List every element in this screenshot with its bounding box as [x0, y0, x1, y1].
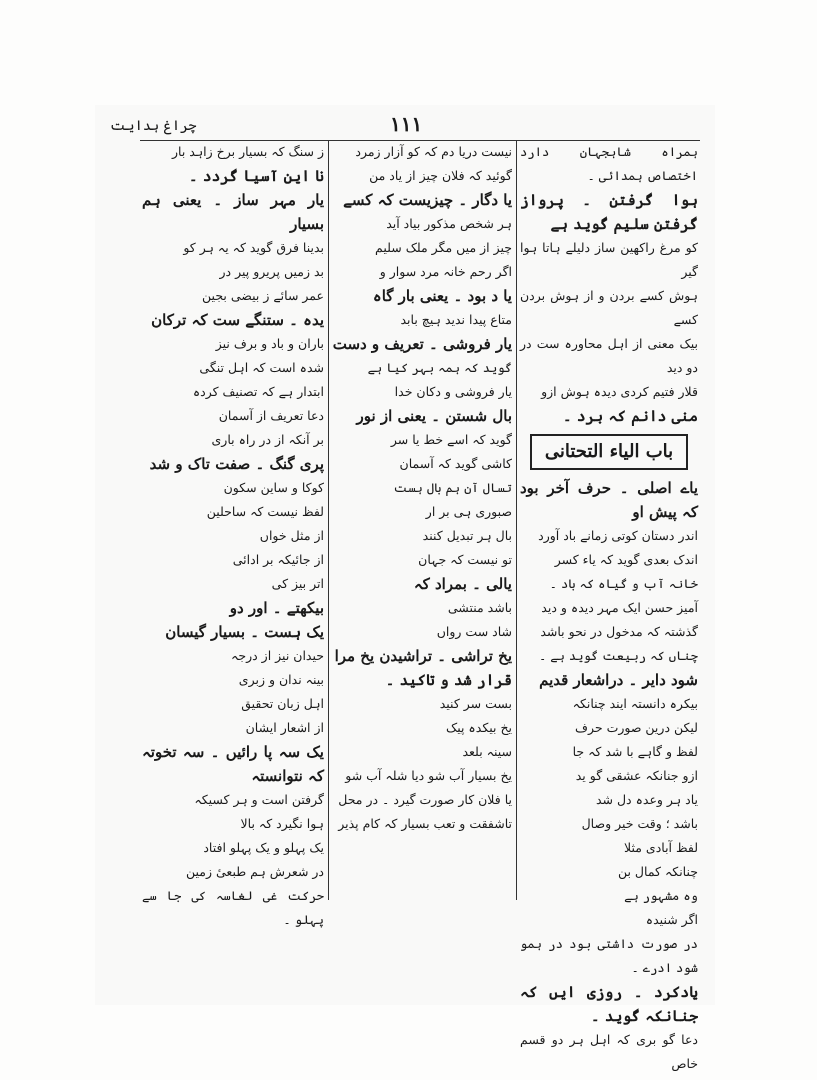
text-line: گوید کہ اسے خط یا سر	[390, 432, 512, 447]
text-line: بد زمیں پریرو پیر در	[219, 264, 324, 279]
text-line: یار مہر ساز ۔ یعنی ہم بسیار	[142, 191, 324, 233]
text-line: یا فلان کار صورت گیرد ۔ در محل	[338, 792, 512, 807]
column-left	[142, 140, 324, 927]
text-line: اتر بیز کی	[271, 576, 324, 591]
text-line: اندک بعدی گوید کہ یاء کسر	[554, 552, 698, 567]
text-line: یاد ہر وعدہ دل شد	[595, 792, 698, 807]
text-line: بدینا فرق گوید کہ یہ ہر کو	[183, 240, 324, 255]
text-line: بر آنکہ از در راہ باری	[211, 432, 324, 447]
text-line: بست سر کنید	[439, 696, 512, 711]
page-header	[110, 112, 700, 142]
text-line: ہر شخص مذکور بیاد آید	[386, 216, 512, 231]
text-line: قرار شد و تاکید ۔	[385, 671, 512, 689]
text-line: از اشعار ایشان	[245, 720, 324, 735]
text-line: چیز از میں مگر ملک سلیم	[375, 240, 512, 255]
text-line: تاشفقت و تعب بسیار کہ کام پذیر	[338, 816, 512, 831]
chapter-title: باب الیاء التحتانی	[530, 434, 688, 470]
column-middle	[332, 140, 512, 900]
text-line: یار فروشی و دکان خدا	[394, 384, 512, 399]
text-line: لیکن درین صورت حرف	[575, 720, 698, 735]
text-line: یک ہست ۔ بسیار گیسان	[165, 623, 324, 641]
text-line: باران و باد و برف نیز	[215, 336, 324, 351]
text-line: بینہ ندان و زبری	[238, 672, 324, 687]
text-line: شدہ است کہ اہل تنگی	[199, 360, 324, 375]
running-head: چراغ ہدایت	[110, 118, 197, 134]
text-line: یاے اصلی ۔ حرف آخر بود کہ پیش او	[520, 479, 698, 521]
text-line: پری گنگ ۔ صفت تاک و شد	[149, 455, 324, 473]
text-line: چنانکہ کمال بن	[617, 864, 698, 879]
column-divider-left	[328, 140, 329, 900]
text-line: شاد ست رواں	[436, 624, 512, 639]
text-line: اہل زبان تحقیق	[241, 696, 324, 711]
text-line: یالی ۔ بمراد کہ	[413, 575, 512, 593]
text-line: منی دانم کہ برد ۔	[562, 407, 698, 425]
text-line: وہ مشہور ہے	[624, 888, 698, 903]
text-line: نا این آسیا گردد ۔	[188, 167, 324, 185]
text-line: اگر رحم خانہ مرد سوار و	[379, 264, 512, 279]
text-line: تسال آن ہم بال ہست	[393, 480, 512, 495]
text-line: بال ہر تبدیل کنند	[422, 528, 512, 543]
text-line: یا دگار ۔ چیزیست کہ کسے	[343, 191, 512, 209]
text-line: گذشتہ کہ مدخول در نحو باشد	[540, 624, 698, 639]
text-line: گوید کہ ہمہ بہر کیا ہے	[367, 360, 512, 375]
text-line: بال شستن ۔ یعنی از نور	[356, 407, 512, 425]
text-line: یک پہلو و یک پہلو افتاد	[203, 840, 324, 855]
text-line: اندر دستان کوتی زمانے باد آورد	[538, 528, 698, 543]
text-line: لفظ و گاہے با شد کہ جا	[572, 744, 698, 759]
text-line: از جائیکہ بر ادائی	[232, 552, 324, 567]
text-line: یخ بسیار آب شو دیا شلہ آب شو	[345, 768, 512, 783]
text-line: از مثل خواں	[259, 528, 324, 543]
text-line: یک سہ پا رائیں ۔ سہ تخوتہ کہ نتوانستہ	[142, 743, 324, 785]
text-line: لفظ نیست کہ ساحلین	[206, 504, 324, 519]
column-divider-right	[516, 140, 517, 900]
text-line: نیست دریا دم کہ کو آزار زمرد	[355, 144, 512, 159]
text-line: ابتدار ہے کہ تصنیف کردہ	[192, 384, 324, 399]
text-line: متاع پیدا ندید ہیچ بابد	[400, 312, 512, 327]
text-line: عمر سائے ز بیضی بجین	[202, 288, 324, 303]
text-line: ز سنگ کہ بسیار برخ زاہد بار	[172, 144, 324, 159]
text-line: یار فروشی ۔ تعریف و دست	[332, 335, 512, 353]
text-line: حیدان نیز از درجہ	[231, 648, 324, 663]
text-line: یخ تراشی ۔ تراشیدن یخ مرا	[334, 647, 512, 665]
text-line: ہوا نگیرد کہ بالا	[240, 816, 324, 831]
page-number: ۱۱۱	[390, 112, 423, 136]
text-line: سینہ بلعد	[462, 744, 512, 759]
text-line: یا د بود ۔ یعنی بار گاہ	[372, 287, 512, 305]
text-line: بیک معنی از اہل محاورہ ست در دو دید	[520, 336, 698, 375]
text-line: یدہ ۔ ستنگے ست کہ ترکان	[151, 311, 324, 329]
text-line: بیکرہ دانستہ ایند چنانکہ	[572, 696, 698, 711]
text-frame	[140, 140, 700, 1071]
text-line: در شعرش ہم طبعیٔ زمین	[186, 864, 324, 879]
text-line: باشد ؛ وقت خیر وصال	[581, 816, 698, 831]
text-line: ازو جنانکہ عشقی گو ید	[575, 768, 698, 783]
text-line: حرکت غی لغاسہ کی جا سے پہلو ۔	[142, 888, 324, 927]
text-line: ہوش کسے بردن و از ہوش بردن کسے	[520, 288, 698, 327]
text-line: لفظ آبادی مثلا	[624, 840, 698, 855]
text-line: صبوری ہی بر ار	[425, 504, 512, 519]
text-line: یادکرد ۔ روزی ایں کہ جنانکہ گوید ۔	[520, 983, 698, 1025]
text-line: کوکا و ساین سکون	[223, 480, 324, 495]
text-line: ہمراہ شاہجہان دارد اختصاص ہمدائی ۔	[520, 144, 698, 183]
text-line: قلار فتیم کردی دیدہ ہوش ازو	[541, 384, 698, 399]
text-line: اگر شنیدہ	[645, 912, 698, 927]
text-line: در صورت داشتی بود در ہمو شود ادرے ۔	[520, 936, 698, 975]
text-line: تو نیست کہ جہان	[418, 552, 512, 567]
text-line: ہوا گرفتن ۔ پرواز گرفتن سلیم گوید ہے	[520, 191, 698, 233]
text-line: چناں کہ ربیعت گوید ہے ۔	[538, 648, 698, 663]
text-line: بیکھتے ۔ اور دو	[229, 599, 324, 617]
text-line: دعا تعریف از آسمان	[218, 408, 324, 423]
text-line: شود دایر ۔ دراشعار قدیم	[539, 671, 698, 689]
column-right	[520, 140, 698, 1071]
text-line: گرفتن است و ہر کسیکہ	[194, 792, 324, 807]
text-line: یخ بیکدہ پیک	[446, 720, 512, 735]
text-line: کاشی گوید کہ آسمان	[399, 456, 512, 471]
text-line: دعا گو بری کہ اہل ہر دو قسم خاص	[520, 1032, 698, 1071]
text-line: باشد منتشی	[447, 600, 512, 615]
text-line: گوئید کہ فلان چیز از یاد من	[369, 168, 512, 183]
text-line: کو مرغ راکھین ساز دلیلے ہاتا ہوا گیر	[520, 240, 698, 279]
text-line: خانہ آب و گیاہ کہ باد ۔	[549, 576, 698, 591]
text-line: آمیز حسن ایک مہر دیدہ و دید	[541, 600, 698, 615]
